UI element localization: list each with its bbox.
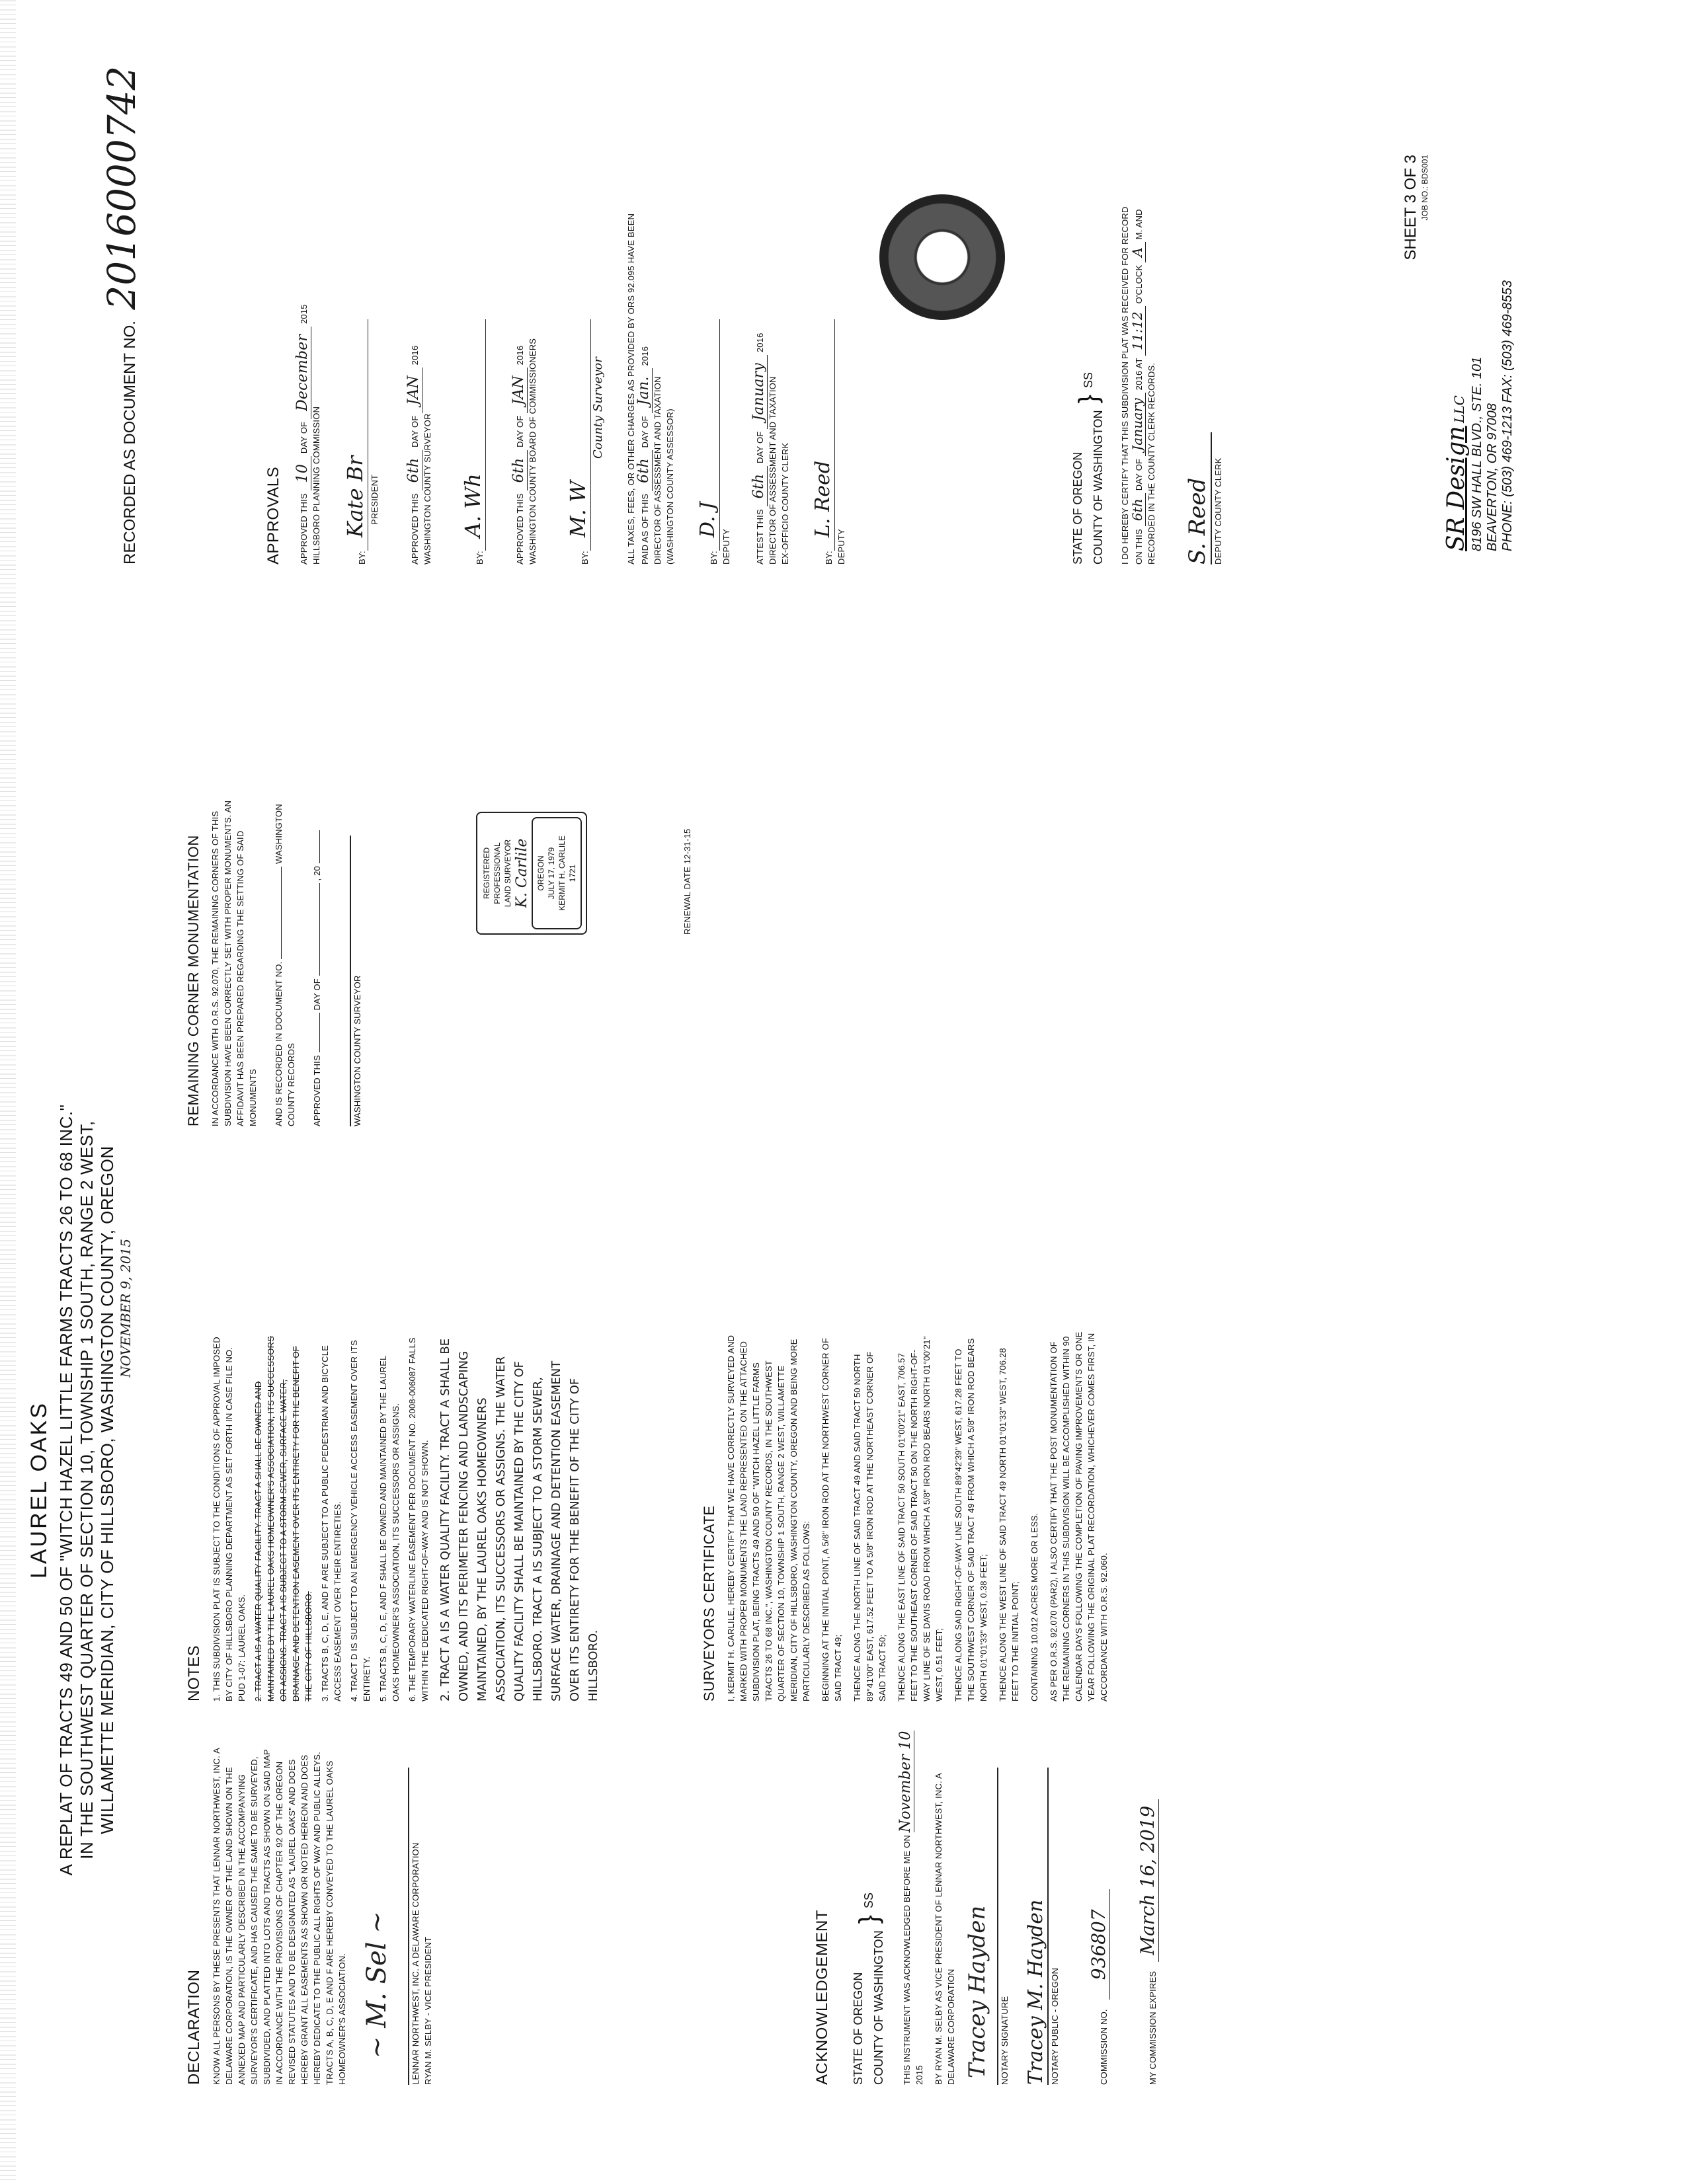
approval-surveyor-by: BY: [475, 551, 485, 565]
cert-paragraph-3: THENCE ALONG THE NORTH LINE OF SAID TRACT 49 AND SAID TRACT 50 NORTH 89°41'00" EAST, 617.52 FEET TO A 5/8" IRON ROD AT THE NORTHEAST CORNER OF SAID TRACT 50; [852, 1351, 887, 1701]
stamp-number: 1721 [568, 864, 577, 882]
note-4: 4. TRACT D IS SUBJECT TO AN EMERGENCY VEHICLE ACCESS EASEMENT OVER ITS ENTIRETY. [349, 1340, 372, 1701]
ack-instrument-year: 2015 [914, 2065, 924, 2085]
remaining-corner-text: IN ACCORDANCE WITH O.R.S. 92.070, THE REMAINING CORNERS OF THIS SUBDIVISION HAVE BEEN CORRECTLY SET WITH PROPER MONUMENTS. AN AFFIDAVIT HAS BEEN PREPARED REGARDING THE SETTING OF SAID MONUMENTS [210, 800, 258, 1126]
note-3: 3. TRACTS B, C, D, E, AND F ARE SUBJECT TO A PUBLIC PEDESTRIAN AND BICYCLE ACCESS EASEMENT OVER THEIR ENTIRETIES. [320, 1345, 342, 1701]
approval-attest-org1: DIRECTOR OF ASSESSMENT AND TAXATION [768, 376, 778, 565]
approval-taxes-month: Jan. [635, 368, 653, 413]
approval-commissioners-title: County Surveyor [591, 357, 605, 459]
cert-paragraph-1: I, KERMIT H. CARLILE, HEREBY CERTIFY THAT WE HAVE CORRECTLY SURVEYED AND MARKED WITH PROPER MONUMENTS THE LAND REPRESENTED ON THE ATTACHED SUBDIVISION PLAT, BEING TRACTS 49 AND 50 OF "WITCH HAZEL LITTLE FARMS TRACTS 26 TO 68 INC.", WASHINGTON COUNTY RECORDS, IN THE SOUTHWEST QUARTER OF SECTION 10, TOWNSHIP 1 SOUTH, RANGE 2 WEST, WILLAMETTE MERIDIAN, CITY OF HILLSBORO, WASHINGTON COUNTY, OREGON AND BEING MORE PARTICULARLY DESCRIBED AS FOLLOWS: [726, 1335, 811, 1701]
declaration-section [185, 1741, 434, 2085]
approval-attest-month: January [750, 355, 768, 429]
approvals-heading: APPROVALS [264, 466, 282, 565]
approval-attest-prefix: ATTEST THIS [755, 509, 765, 565]
stamp-line-1: REGISTERED [482, 847, 491, 900]
approval-commissioners-day: 6th [510, 450, 528, 491]
firm-address-2: BEAVERTON, OR 97008 [1485, 403, 1500, 551]
approval-surveyor-org: WASHINGTON COUNTY SURVEYOR [422, 413, 432, 565]
clerk-certificate: STATE OF OREGON COUNTY OF WASHINGTON } SS I DO HEREBY CERTIFY THAT THIS SUBDIVISION PLAT WAS RECEIVED FOR RECORD ON THIS 6th DAY OF January 2016 AT 11:12 O'CLOCK A M. AND RECORDED IN THE COUNTY CLERK RECORDS. S. Reed DEPUTY COUNTY CLERK [1071, 194, 1224, 565]
notes-section [185, 1331, 603, 1701]
clerk-deputy-label: DEPUTY COUNTY CLERK [1213, 457, 1223, 565]
stamp-name: KERMIT H. CARLILE [557, 836, 567, 911]
firm-block [1443, 155, 1515, 551]
note-2-struck: 2. TRACT A IS A WATER QUALITY FACILITY. TRACT A SHALL BE OWNED AND MAINTAINED BY THE LAUREL OAKS HOMEOWNER'S ASSOCIATION, ITS SUCCESSORS OR ASSIGNS. TRACT A IS SUBJECT TO A STORM SEWER, SURFACE WATER, DRAINAGE AND DETENTION EASEMENT OVER ITS ENTIRETY FOR THE BENEFIT OF THE CITY OF HILLSBORO. [253, 1336, 313, 1701]
firm-name: SR Design [1443, 426, 1470, 551]
acknowledgement-section: ACKNOWLEDGEMENT STATE OF OREGON COUNTY OF WASHINGTON } SS THIS INSTRUMENT WAS ACKNOWLEDGED BEFORE ME ON November 10 2015 BY RYAN M. SELBY AS VICE PRESIDENT OF LENNAR NORTHWEST, INC. A DELAWARE CORPORATION Tracey Hayden NOTARY SIGNATURE Tracey M. Hayden NOTARY PUBLIC - OREGON COMMISSION NO. 936807 MY COMMISSION EXPIRES March 16, 2019 [813, 1728, 1159, 2085]
approval-commissioners-org: WASHINGTON COUNTY BOARD OF COMMISSIONERS [528, 338, 538, 565]
clerk-state: STATE OF OREGON [1071, 451, 1084, 565]
sheet-label: SHEET 3 OF 3 [1402, 155, 1420, 260]
stamp-inner [532, 817, 582, 929]
surveyors-certificate [701, 1331, 1117, 1701]
stamp-line-3: LAND SURVEYOR [503, 839, 512, 908]
note-1: 1. THIS SUBDIVISION PLAT IS SUBJECT TO THE CONDITIONS OF APPROVAL IMPOSED BY CITY OF HILLSBORO PLANNING DEPARTMENT AS SET FORTH IN CASE FILE NO. PUD 1-07: LAUREL OAKS. [212, 1337, 247, 1701]
clerk-text1: I DO HEREBY CERTIFY THAT THIS SUBDIVISION PLAT WAS RECEIVED FOR RECORD ON THIS [1120, 206, 1144, 565]
acknowledgement-heading: ACKNOWLEDGEMENT [813, 1910, 831, 2085]
recorded-label: RECORDED AS DOCUMENT NO. [121, 321, 139, 565]
commission-label: COMMISSION NO. [1099, 2009, 1109, 2085]
approval-planning-title: PRESIDENT [370, 474, 380, 525]
approval-planning-year: 2015 [299, 304, 309, 324]
plat-subtitle-2: IN THE SOUTHWEST QUARTER OF SECTION 10, TOWNSHIP 1 SOUTH, RANGE 2 WEST, [77, 1120, 97, 1859]
approval-commissioners: APPROVED THIS 6th DAY OF JAN 2016 WASHINGTON COUNTY BOARD OF COMMISSIONERS BY: M. W County Surveyor [512, 194, 605, 565]
clerk-oclock: O'CLOCK [1134, 264, 1144, 304]
declaration-signer-2: RYAN M. SELBY - VICE PRESIDENT [423, 1936, 433, 2085]
expires-label: MY COMMISSION EXPIRES [1148, 1970, 1158, 2085]
surveyor-registration-stamp: REGISTERED PROFESSIONAL LAND SURVEYOR K. Carlile OREGON JULY 17, 1979 KERMIT H. CARLILE 1721 [476, 812, 587, 935]
ack-instrument-date: November 10 [897, 1731, 914, 1833]
approval-taxes-year: 2016 [640, 346, 650, 366]
approval-taxes-day-suffix: DAY [640, 430, 650, 448]
approval-taxes-deputy: DEPUTY [721, 529, 731, 565]
remaining-corner-section [185, 783, 364, 1126]
declaration-heading: DECLARATION [185, 1969, 203, 2085]
plat-subtitle-1: A REPLAT OF TRACTS 49 AND 50 OF "WITCH HAZEL LITTLE FARMS TRACTS 26 TO 68 INC." [56, 1104, 76, 1876]
notary-signature: Tracey Hayden [964, 1905, 990, 2078]
declaration-body: KNOW ALL PERSONS BY THESE PRESENTS THAT LENNAR NORTHWEST, INC. A DELAWARE CORPORATION, IS THE OWNER OF THE LAND SHOWN ON THE ANNEXED MAP AND PARTICULARLY DESCRIBED IN THE ACCOMPANYING SURVEYOR'S CERTIFICATE, AND HAS CAUSED THE SAME TO BE SURVEYED, SUBDIVIDED, AND PLATTED INTO LOTS AND TRACTS AS SHOWN ON SAID MAP IN ACCORDANCE WITH THE PROVISIONS OF CHAPTER 92 OF THE OREGON REVISED STATUTES AND TO BE DESIGNATED AS "LAUREL OAKS" AND DOES HEREBY GRANT ALL EASEMENTS AS SHOWN OR NOTED HEREON AND DOES HEREBY DEDICATE TO THE PUBLIC ALL RIGHTS OF WAY AND PUBLIC ALLEYS. TRACTS A, B, C, D, E AND F ARE HEREBY CONVEYED TO THE LAUREL OAKS HOMEOWNER'S ASSOCIATION. [212, 1748, 347, 2085]
clerk-year: 2016 [1134, 370, 1144, 391]
ack-by-text: BY RYAN M. SELBY AS VICE PRESIDENT OF LENNAR NORTHWEST, INC. A DELAWARE CORPORATION [934, 1773, 956, 2085]
approval-planning: APPROVED THIS 10 DAY OF December 2015 HILLSBORO PLANNING COMMISSION BY: Kate Br PRESIDENT [296, 194, 381, 565]
remaining-approved-label: APPROVED THIS [312, 1055, 322, 1126]
clerk-day: 6th [1129, 493, 1146, 526]
cert-paragraph-4: THENCE ALONG THE EAST LINE OF SAID TRACT 50 SOUTH 01°00'21" EAST, 706.57 FEET TO THE SOUTHEAST CORNER OF SAID TRACT 50 ON THE NORTH RIGHT-OF-WAY LINE OF SE DAVIS ROAD FROM WHICH A 5/8" IRON ROD BEARS NORTH 01°00'21" WEST, 0.51 FEET; [897, 1336, 944, 1701]
approval-planning-prefix: APPROVED THIS [299, 493, 309, 565]
title-block [26, 895, 134, 2085]
expires-value: March 16, 2019 [1137, 1799, 1159, 1962]
commission-number: 936807 [1088, 1889, 1110, 2000]
plat-date: NOVEMBER 9, 2015 [118, 1239, 134, 1378]
clerk-text2: M. AND RECORDED IN THE COUNTY CLERK RECORDS. [1134, 209, 1156, 565]
cert-paragraph-2: BEGINNING AT THE INITIAL POINT, A 5/8" IRON ROD AT THE NORTHWEST CORNER OF SAID TRACT 49; [821, 1337, 843, 1701]
approval-surveyor-dayof: DAY OF [410, 415, 420, 448]
notary-public-label: NOTARY PUBLIC - OREGON [1050, 1967, 1060, 2085]
note-5: 5. TRACTS B, C, D, E, AND F SHALL BE OWNED AND MAINTAINED BY THE LAUREL OAKS HOMEOWNER'S ASSOCIATION, ITS SUCCESSORS OR ASSIGNS. [378, 1355, 401, 1701]
firm-suffix: LLC [1451, 395, 1467, 423]
approval-attest: ATTEST THIS 6th DAY OF January 2016 DIRECTOR OF ASSESSMENT AND TAXATION EX-OFFICIO COUNTY CLERK BY: L. Reed DEPUTY [752, 194, 848, 565]
approval-planning-month: December [294, 327, 311, 419]
remaining-surveyor-label: WASHINGTON COUNTY SURVEYOR [352, 975, 362, 1126]
clerk-ss: SS [1081, 371, 1095, 388]
plat-subtitle-3: WILLAMETTE MERIDIAN, CITY OF HILLSBORO, WASHINGTON COUNTY, OREGON [97, 1146, 117, 1834]
remaining-recorded-label: AND IS RECORDED IN DOCUMENT NO. [274, 961, 284, 1126]
cert-paragraph-8: AS PER O.R.S. 92.070 (PAR2), I ALSO CERTIFY THAT THE POST MONUMENTATION OF THE REMAINING CORNERS IN THIS SUBDIVISION WILL BE ACCOMPLISHED WITHIN 90 CALENDAR DAYS FOLLOWING THE COMPLETION OF PAVING IMPROVEMENTS OR ONE YEAR FOLLOWING THE ORIGINAL PLAT RECORDATION, WHICHEVER COMES FIRST, IN ACCORDANCE WITH O.R.S. 92.060. [1049, 1331, 1109, 1701]
title-block-footer [1402, 155, 1515, 551]
approval-attest-org2: EX-OFFICIO COUNTY CLERK [780, 442, 790, 565]
approval-attest-deputy: DEPUTY [836, 529, 846, 565]
remaining-day-of: DAY OF [312, 978, 322, 1011]
clerk-at: AT [1134, 358, 1144, 369]
note-2-handwritten: 2. TRACT A IS A WATER QUALITY FACILITY. TRACT A SHALL BE OWNED, AND ITS PERIMETER FENCING AND LANDSCAPING MAINTAINED, BY THE LAUREL OAKS HOMEOWNERS ASSOCIATION, ITS SUCCESSORS OR ASSIGNS. THE WATER QUALITY FACILITY SHALL BE MAINTAINED BY THE CITY OF HILLSBORO. TRACT A IS SUBJECT TO A STORM SEWER, SURFACE WATER, DRAINAGE AND DETENTION EASEMENT OVER ITS ENTIRETY FOR THE BENEFIT OF THE CITY OF HILLSBORO. [438, 1338, 600, 1701]
recorded-number: 2016000742 [99, 65, 144, 310]
clerk-time: 11:12 [1129, 306, 1146, 356]
remaining-corner-heading: REMAINING CORNER MONUMENTATION [185, 835, 202, 1126]
approval-surveyor-prefix: APPROVED THIS [410, 493, 420, 565]
surveyors-certificate-heading: SURVEYORS CERTIFICATE [701, 1505, 717, 1701]
approval-taxes-org2: (WASHINGTON COUNTY ASSESSOR) [665, 409, 675, 565]
note-6: 6. THE TEMPORARY WATERLINE EASEMENT PER DOCUMENT NO. 2008-006087 FALLS WITHIN THE DEDICATED RIGHT-OF-WAY AND IS NOT SHOWN. [407, 1337, 430, 1701]
approval-surveyor-year: 2016 [410, 345, 420, 366]
approval-taxes-day: 6th [635, 450, 653, 491]
clerk-dayof: DAY OF [1134, 458, 1144, 491]
declaration-signer-1: LENNAR NORTHWEST, INC. A DELAWARE CORPORATION [411, 1842, 421, 2085]
stamp-renewal: RENEWAL DATE 12-31-15 [682, 828, 692, 935]
ack-ss: SS [862, 1892, 875, 1908]
stamp-date: JULY 17, 1979 [547, 847, 556, 900]
approval-planning-day: 10 [294, 456, 311, 490]
approval-taxes-by: BY: [709, 551, 719, 565]
approval-commissioners-month: JAN [510, 368, 528, 413]
cert-paragraph-7: CONTAINING 10.012 ACRES MORE OR LESS. [1029, 1512, 1039, 1701]
approval-surveyor: APPROVED THIS 6th DAY OF JAN 2016 WASHINGTON COUNTY SURVEYOR BY: A. Wh [407, 194, 486, 565]
approval-taxes-text: ALL TAXES, FEES, OR OTHER CHARGES AS PROVIDED BY ORS 92.095 HAVE BEEN PAID AS OF THIS [626, 213, 650, 565]
approval-planning-dayof: DAY OF [299, 421, 309, 454]
approval-surveyor-day: 6th [405, 450, 422, 491]
approval-attest-by: BY: [824, 551, 834, 565]
approval-commissioners-prefix: APPROVED THIS [515, 493, 525, 565]
declaration-signature: ~ M. Sel ~ [362, 1911, 392, 2058]
firm-phone: PHONE: (503) 469-1213 FAX: (503) 469-8553 [1500, 280, 1515, 551]
clerk-month: January [1129, 393, 1146, 456]
notary-name: Tracey M. Hayden [1024, 1899, 1047, 2085]
approval-taxes: ALL TAXES, FEES, OR OTHER CHARGES AS PROVIDED BY ORS 92.095 HAVE BEEN PAID AS OF THIS 6th DAY OF Jan. 2016 DIRECTOR OF ASSESSMENT AND TAXATION (WASHINGTON COUNTY ASSESSOR) BY: D. J DEPUTY [625, 194, 733, 565]
approval-surveyor-month: JAN [405, 368, 422, 413]
approval-commissioners-year: 2016 [515, 345, 525, 366]
remaining-records-label: WASHINGTON COUNTY RECORDS [274, 804, 296, 1126]
stamp-state: OREGON [536, 855, 545, 891]
clerk-county: COUNTY OF WASHINGTON [1092, 410, 1105, 565]
firm-address-1: 8196 SW HALL BLVD., STE. 101 [1470, 356, 1484, 551]
county-seal [879, 194, 1005, 320]
notary-signature-label: NOTARY SIGNATURE [1000, 1996, 1010, 2085]
ack-county: COUNTY OF WASHINGTON [872, 1930, 885, 2085]
cert-paragraph-6: THENCE ALONG THE WEST LINE OF SAID TRACT 49 NORTH 01°01'33" WEST, 706.28 FEET TO THE INITIAL POINT; [998, 1348, 1020, 1701]
notes-heading: NOTES [185, 1645, 203, 1701]
ack-state: STATE OF OREGON [852, 1972, 865, 2085]
approval-planning-org: HILLSBORO PLANNING COMMISSION [311, 406, 321, 565]
approval-planning-by: BY: [357, 551, 367, 565]
remaining-year: , 20 [312, 866, 322, 881]
approval-attest-day: 6th [750, 466, 768, 507]
approval-attest-year: 2016 [755, 332, 765, 353]
stamp-line-2: PROFESSIONAL [493, 842, 502, 904]
approval-taxes-of: OF [640, 416, 650, 428]
approval-commissioners-by: BY: [580, 551, 590, 565]
ack-instrument-text: THIS INSTRUMENT WAS ACKNOWLEDGED BEFORE ME ON [902, 1834, 912, 2085]
approval-commissioners-dayof: DAY OF [515, 415, 525, 448]
approvals-section [264, 194, 848, 565]
recorded-document [99, 22, 144, 565]
cert-paragraph-5: THENCE ALONG SAID RIGHT-OF-WAY LINE SOUTH 89°42'39" WEST, 617.28 FEET TO THE SOUTHWEST CORNER OF SAID TRACT 49 FROM WHICH A 5/8" IRON ROD BEARS NORTH 01°01'33" WEST, 0.38 FEET; [953, 1338, 988, 1701]
plat-title: LAUREL OAKS [26, 1401, 52, 1579]
approval-attest-dayof: DAY OF [755, 431, 765, 463]
clerk-ampm: A [1129, 242, 1146, 262]
job-number: JOB NO.: BDS001 [1420, 155, 1429, 221]
approval-taxes-org1: DIRECTOR OF ASSESSMENT AND TAXATION [653, 376, 662, 565]
